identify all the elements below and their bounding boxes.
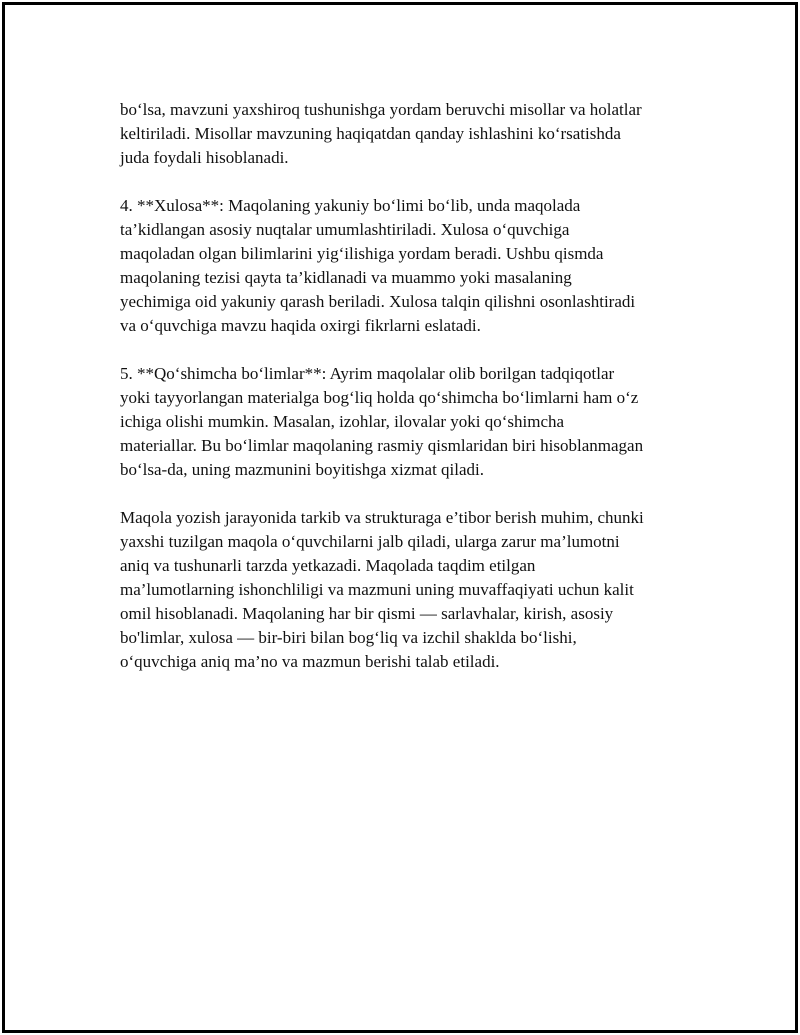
text-line: maqoladan olgan bilimlarini yig‘ilishiga yordam beradi. Ushbu qismda bbox=[120, 244, 604, 263]
document-body bbox=[120, 98, 710, 698]
text-line: bo'limlar, xulosa — bir-biri bilan bog‘liq va izchil shaklda bo‘lishi, bbox=[120, 628, 577, 647]
text-line: yoki tayyorlangan materialga bog‘liq holda qo‘shimcha bo‘limlarni ham o‘z bbox=[120, 388, 639, 407]
text-line: yechimiga oid yakuniy qarash beriladi. Xulosa talqin qilishni osonlashtiradi bbox=[120, 292, 636, 311]
text-line: bo‘lsa-da, uning mazmunini boyitishga xizmat qiladi. bbox=[120, 460, 485, 479]
paragraph-additional-sections bbox=[120, 362, 710, 482]
text-line: ta’kidlangan asosiy nuqtalar umumlashtiriladi. Xulosa o‘quvchiga bbox=[120, 220, 570, 239]
paragraph-conclusion bbox=[120, 194, 710, 338]
text-line: juda foydali hisoblanadi. bbox=[120, 148, 289, 167]
text-line: 4. **Xulosa**: Maqolaning yakuniy bo‘limi bo‘lib, unda maqolada bbox=[120, 196, 581, 215]
text-line: maqolaning tezisi qayta ta’kidlanadi va muammo yoki masalaning bbox=[120, 268, 572, 287]
text-line: keltiriladi. Misollar mavzuning haqiqatdan qanday ishlashini ko‘rsatishda bbox=[120, 124, 621, 143]
text-line: aniq va tushunarli tarzda yetkazadi. Maqolada taqdim etilgan bbox=[120, 556, 536, 575]
text-line: ma’lumotlarning ishonchliligi va mazmuni uning muvaffaqiyati uchun kalit bbox=[120, 580, 634, 599]
text-line: 5. **Qo‘shimcha bo‘limlar**: Ayrim maqolalar olib borilgan tadqiqotlar bbox=[120, 364, 615, 383]
page-frame bbox=[2, 2, 798, 1033]
text-line: va o‘quvchiga mavzu haqida oxirgi fikrlarni eslatadi. bbox=[120, 316, 481, 335]
paragraph-summary bbox=[120, 506, 710, 674]
text-line: omil hisoblanadi. Maqolaning har bir qismi — sarlavhalar, kirish, asosiy bbox=[120, 604, 614, 623]
paragraph-examples-continuation bbox=[120, 98, 710, 170]
text-line: ichiga olishi mumkin. Masalan, izohlar, ilovalar yoki qo‘shimcha bbox=[120, 412, 565, 431]
text-line: o‘quvchiga aniq ma’no va mazmun berishi talab etiladi. bbox=[120, 652, 500, 671]
text-line: Maqola yozish jarayonida tarkib va strukturaga e’tibor berish muhim, chunki bbox=[120, 508, 644, 527]
text-line: materiallar. Bu bo‘limlar maqolaning rasmiy qismlaridan biri hisoblanmagan bbox=[120, 436, 644, 455]
text-line: bo‘lsa, mavzuni yaxshiroq tushunishga yordam beruvchi misollar va holatlar bbox=[120, 100, 642, 119]
text-line: yaxshi tuzilgan maqola o‘quvchilarni jalb qiladi, ularga zarur ma’lumotni bbox=[120, 532, 620, 551]
